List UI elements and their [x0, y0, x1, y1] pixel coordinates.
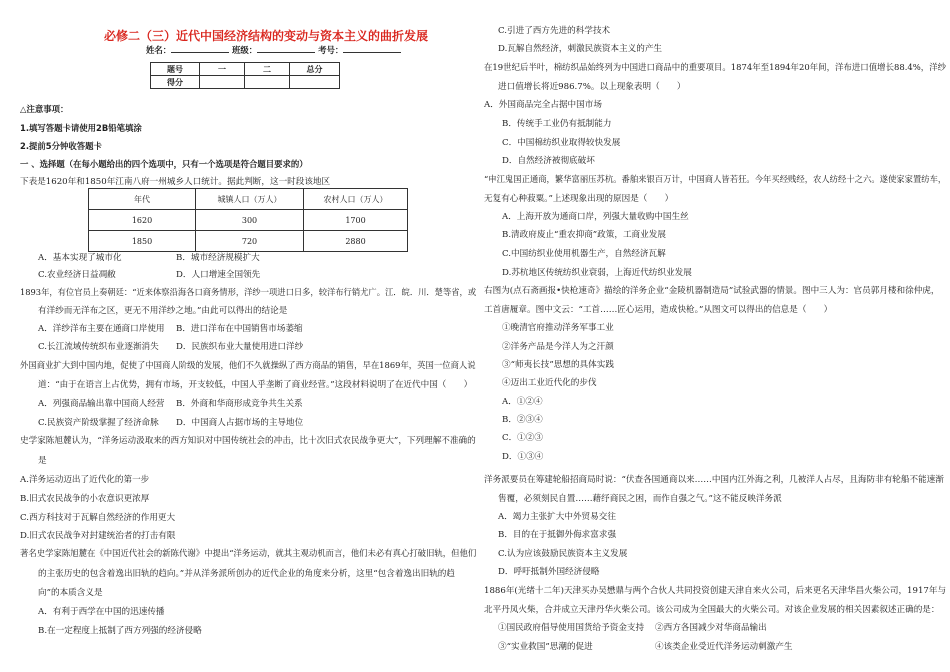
table-cell: 1700 — [304, 210, 408, 231]
table-header: 农村人口（万人） — [304, 189, 408, 210]
question-stem: 进口值增长将近986.7%。以上现象表明（ ） — [498, 82, 686, 92]
page-title: 必修二（三）近代中国经济结构的变动与资本主义的曲折发展 — [104, 29, 429, 43]
score-header-cell: 题号 — [151, 63, 200, 76]
option-b[interactable]: B．进口洋布在中国销售市场萎缩 — [176, 324, 303, 334]
question-stem: “申江鬼国正通商，繁华富丽压苏杭。番舶来银百万计，中国商人皆若狂。今年买经贱经，农人纺经十之六。遂使家家置纺车， — [484, 175, 947, 185]
option-b[interactable]: B.旧式农民战争的小农意识更浓厚 — [20, 494, 150, 504]
statement-item: ②西方各国减少对华商品输出 — [655, 623, 767, 633]
table-header: 城镇人口（万人） — [196, 189, 304, 210]
option-d[interactable]: D．自然经济被彻底破坏 — [502, 156, 595, 166]
option-c[interactable]: C．①②③ — [502, 433, 543, 443]
table-cell: 2880 — [304, 231, 408, 252]
score-header-cell: 一 — [200, 63, 245, 76]
student-info-line — [146, 44, 401, 56]
question-stem: 售覆，必须刻民自置……藉纾商民之困，而作自强之气。”这不能反映洋务派 — [498, 494, 782, 504]
option-c[interactable]: C.西方科技对于瓦解自然经济的作用更大 — [20, 513, 176, 523]
class-label: 班级： — [232, 45, 258, 55]
table-cell: 300 — [196, 210, 304, 231]
question-stem: 向”的本质含义是 — [38, 588, 103, 598]
question-stem: 著名史学家陈旭麓在《中国近代社会的新陈代谢》中提出“洋务运动，就其主观动机而言，他们未必有真心打破旧轨，但他们 — [20, 549, 477, 559]
statement-item: ①国民政府倡导使用国货给予资金支持 — [498, 623, 645, 633]
section-heading: 一 、选择题（在每小题给出的四个选项中，只有一个选项是符合题目要求的） — [20, 159, 308, 169]
class-field[interactable] — [257, 44, 315, 53]
option-c[interactable]: C.认为应该鼓励民族资本主义发展 — [498, 549, 628, 559]
score-cell[interactable] — [290, 76, 340, 89]
option-a[interactable]: A．有利于西学在中国的迅速传播 — [38, 607, 165, 617]
statement-item: ④该类企业受近代洋务运动刺激产生 — [655, 642, 793, 652]
option-a[interactable]: A．竭力主张扩大中外贸易交往 — [498, 512, 616, 522]
question-stem: 1893年，有位官员上奏朝廷：“近来体察沿海各口商务情形，洋纱一项进口日多，较洋布行销尤广。江．皖．川．楚等省，或 — [20, 288, 477, 298]
statement-item: ④迈出工业近代化的步伐 — [502, 378, 597, 388]
option-c[interactable]: C.引进了西方先进的科学技术 — [498, 26, 611, 36]
notes-heading: △注意事项： — [20, 104, 69, 114]
statement-item: ③“实业救国”思潮的促进 — [498, 642, 593, 652]
population-table — [88, 188, 408, 252]
question-stem: 有洋纱而无洋布之区，更无不用洋纱之地。”由此可以得出的结论是 — [38, 306, 288, 316]
table-header: 年代 — [89, 189, 196, 210]
option-b[interactable]: B.清政府废止“重农抑商”政策，工商业发展 — [502, 230, 666, 240]
option-a[interactable]: A．①②④ — [502, 397, 543, 407]
question-stem: 工首唐履章。图中文云：“工首……匠心运用，造成快枪。”从图文可以得出的信息是（ ） — [484, 305, 833, 315]
option-a[interactable]: A．洋纱洋布主要在通商口岸使用 — [38, 324, 165, 334]
question-stem: 道：“由于在语言上占优势，拥有市场，开支较低，中国人乎垄断了商业经营。”这段材料说明了在近代中国（ ） — [38, 380, 473, 390]
score-cell[interactable] — [245, 76, 290, 89]
option-d[interactable]: D.旧式农民战争对封建统治者的打击有限 — [20, 531, 176, 541]
score-row-label: 得分 — [151, 76, 200, 89]
statement-item: ①晚清官府推动洋务军事工业 — [502, 323, 614, 333]
question-stem: 下表是1620年和1850年江南八府一州城乡人口统计。据此判断，这一时段该地区 — [20, 177, 331, 187]
option-b[interactable]: B．外商和华商形成竞争共生关系 — [176, 399, 303, 409]
option-c[interactable]: C.农业经济日益凋敝 — [38, 270, 116, 280]
option-a[interactable]: A．基本实现了城市化 — [38, 253, 122, 263]
name-field[interactable] — [171, 44, 229, 53]
option-d[interactable]: D．民族织布业大量使用进口洋纱 — [176, 342, 304, 352]
option-b[interactable]: B．②③④ — [502, 415, 543, 425]
question-stem: 史学家陈旭麓认为，“洋务运动汲取来的西方知识对中国传统社会的冲击，比十次旧式农民战争更大”，下列理解不准确的 — [20, 436, 476, 446]
option-d[interactable]: D．人口增速全国领先 — [176, 270, 261, 280]
question-stem: 北平丹凤火柴，合并成立天津丹华火柴公司。该公司成为全国最大的火柴公司。对该企业发展的相关因素叙述正确的是： — [484, 605, 940, 615]
table-cell: 1620 — [89, 210, 196, 231]
score-header-cell: 二 — [245, 63, 290, 76]
question-stem: 是 — [38, 456, 47, 466]
option-a[interactable]: A.洋务运动迈出了近代化的第一步 — [20, 475, 150, 485]
question-stem: 外国商业扩大到中国内地，促使了中国商人阶级的发展，他们不久就操纵了西方商品的销售，早在1869年，英国一位商人说 — [20, 361, 476, 371]
option-b[interactable]: B．目的在于抵御外侮求富求强 — [498, 530, 617, 540]
notes-item: 2.提前5分钟收答题卡 — [20, 141, 102, 151]
option-b[interactable]: B.在一定程度上抵制了西方列强的经济侵略 — [38, 626, 202, 636]
score-cell[interactable] — [200, 76, 245, 89]
option-d[interactable]: D．中国商人占据市场的主导地位 — [176, 418, 304, 428]
option-d[interactable]: D．呼吁抵制外国经济侵略 — [498, 567, 600, 577]
option-c[interactable]: C．中国棉纺织业取得较快发展 — [502, 138, 621, 148]
score-header-cell: 总分 — [290, 63, 340, 76]
score-table — [150, 62, 340, 89]
statement-item: ③“师夷长技”思想的具体实践 — [502, 360, 614, 370]
question-stem: 无复有心种菽粟。”上述现象出现的原因是（ ） — [484, 194, 674, 204]
question-stem: 洋务派要员在筹建轮船招商局时说：“伏查各国通商以来……中国内江外海之利，几被洋人占尽，且海防非有轮船不能速渐 — [484, 475, 944, 485]
statement-item: ②洋务产品是今洋人为之汗颜 — [502, 342, 614, 352]
exam-number-label: 考号： — [318, 45, 344, 55]
option-b[interactable]: B．城市经济规模扩大 — [176, 253, 260, 263]
option-c[interactable]: C.民族资产阶级掌握了经济命脉 — [38, 418, 159, 428]
option-d[interactable]: D.苏杭地区传统纺织业衰弱，上海近代纺织业发展 — [502, 268, 692, 278]
question-stem: 1886年(光绪十二年)天津买办吴懋鼎与两个合伙人共同投资创建天津自来火公司，后来更名天津华昌火柴公司，1917年与 — [484, 586, 947, 596]
option-b[interactable]: B．传统手工业仍有抵制能力 — [502, 119, 612, 129]
option-d[interactable]: D.瓦解自然经济，刺激民族资本主义的产生 — [498, 44, 663, 54]
table-cell: 720 — [196, 231, 304, 252]
table-cell: 1850 — [89, 231, 196, 252]
option-a[interactable]: A．上海开放为通商口岸，列强大量收购中国生丝 — [502, 212, 689, 222]
option-c[interactable]: C.长江流域传统织布业逐渐消失 — [38, 342, 159, 352]
name-label: 姓名： — [146, 45, 172, 55]
notes-item: 1.填写答题卡请使用2B铅笔填涂 — [20, 123, 142, 133]
question-stem: 右图为(点石斋画报•快枪速奇》描绘的洋务企业“金陵机器制造局”试验武器的情景。图中三人为：官员郭月楼和徐仲虎， — [484, 286, 940, 296]
option-c[interactable]: C.中国纺织业使用机器生产，自然经济瓦解 — [502, 249, 666, 259]
option-a[interactable]: A．列强商品输出靠中国商人经营 — [38, 399, 165, 409]
exam-number-field[interactable] — [343, 44, 401, 53]
question-stem: 的主张历史的包含着逸出旧轨的趋向。”并从洋务派所创办的近代企业的角度来分析，这里“包含着逸出旧轨的趋 — [38, 569, 455, 579]
option-d[interactable]: D．①③④ — [502, 452, 544, 462]
question-stem: 在19世纪后半叶，棉纺织品始终列为中国进口商品中的重要项目。1874年至1894年20年间，洋布进口值增长88.4%，洋纱 — [484, 63, 947, 73]
option-a[interactable]: A．外国商品完全占据中国市场 — [484, 100, 602, 110]
